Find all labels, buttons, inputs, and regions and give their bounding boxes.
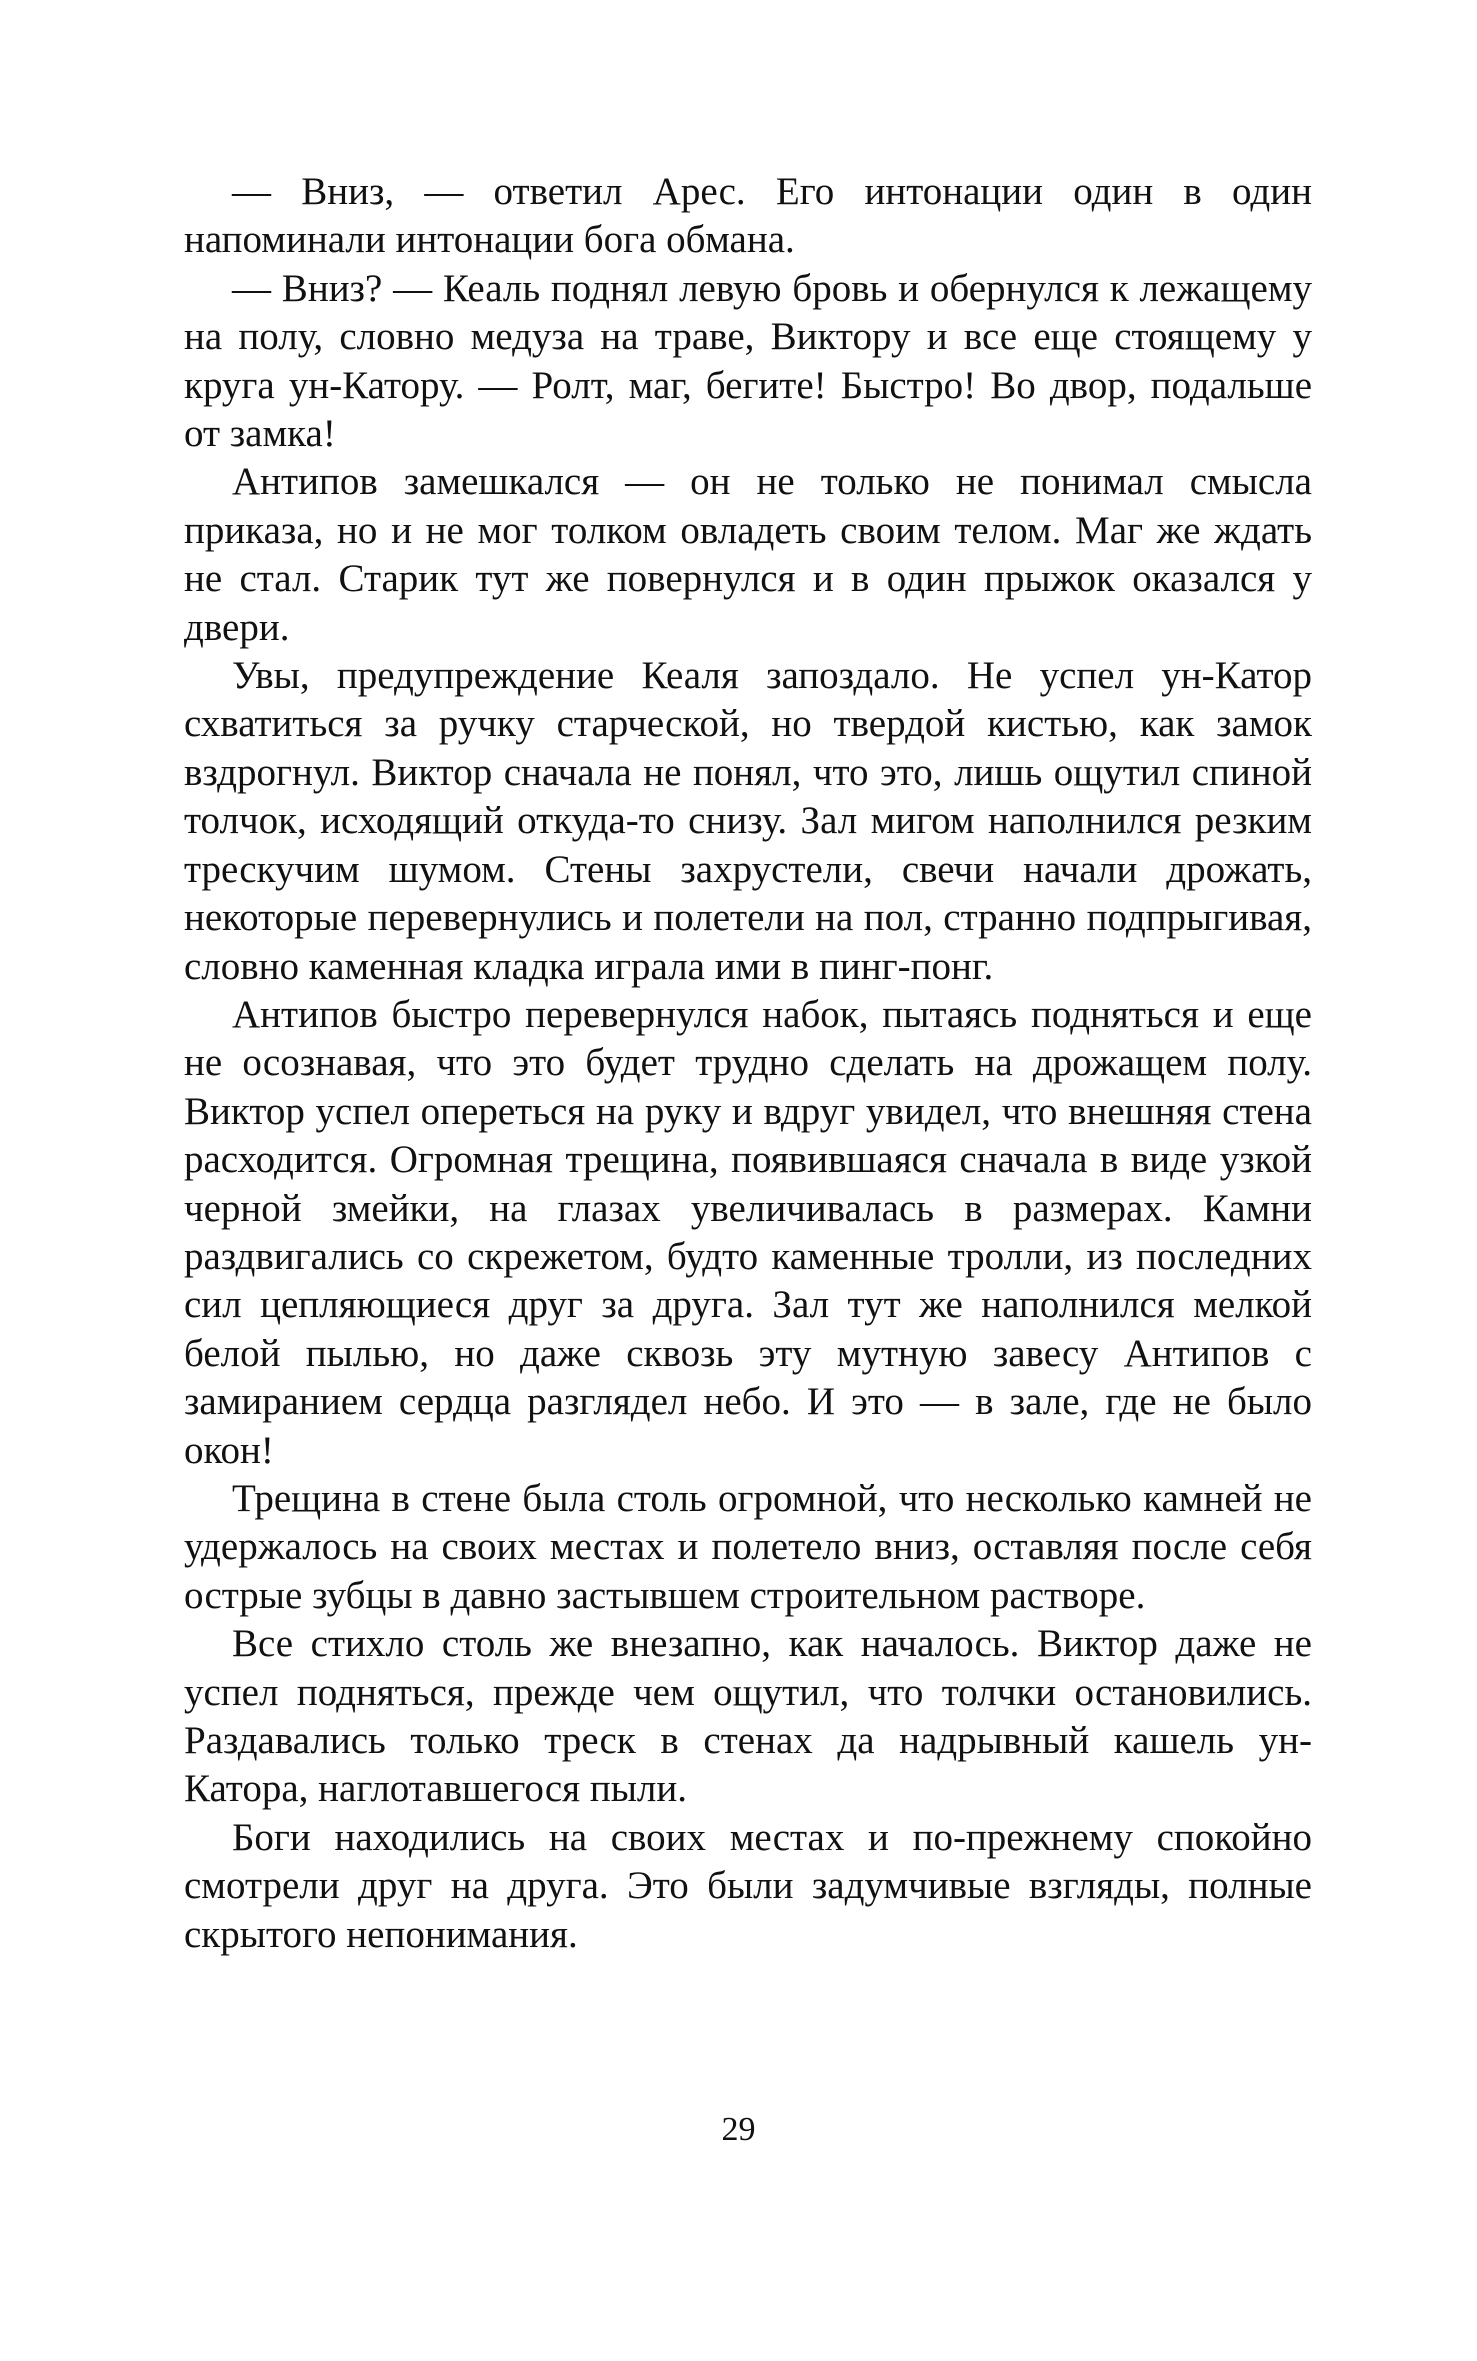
page-text <box>184 168 1312 1959</box>
paragraph-4: Увы, предупреждение Кеаля запоздало. Не успел ун-Катор схватиться за ручку старческой, но твердой кистью, как замок вздрогнул. Виктор сначала не понял, что это, лишь ощутил спиной толчок, исходящий откуда-то снизу. Зал мигом наполнился резким трескучим шумом. Стены захрустели, свечи начали дрожать, некоторые перевернулись и полетели на пол, странно подпрыгивая, словно каменная кладка играла ими в пинг-понг. <box>184 654 1312 988</box>
paragraph-3: Антипов замешкался — он не только не понимал смысла приказа, но и не мог толком овладеть своим телом. Маг же ждать не стал. Старик тут же повернулся и в один прыжок оказался у двери. <box>184 460 1312 649</box>
paragraph-1: — Вниз, — ответил Арес. Его интонации один в один напоминали интонации бога обмана. <box>184 170 1312 262</box>
paragraph-8: Боги находились на своих местах и по-прежнему спокойно смотрели друг на друга. Это были задумчивые взгляды, полные скрытого непонимания. <box>184 1815 1312 1956</box>
page-number: 29 <box>721 2111 756 2148</box>
paragraph-7: Все стихло столь же внезапно, как началось. Виктор даже не успел подняться, прежде чем ощутил, что толчки остановились. Раздавались только треск в стенах да надрывный кашель ун-Катора, наглотавшегося пыли. <box>184 1622 1312 1811</box>
paragraph-2: — Вниз? — Кеаль поднял левую бровь и обернулся к лежащему на полу, словно медуза на траве, Виктору и все еще стоящему у круга ун-Катору. — Ролт, маг, бегите! Быстро! Во двор, подальше от замка! <box>184 266 1312 456</box>
paragraph-5: Антипов быстро перевернулся набок, пытаясь подняться и еще не осознавая, что это будет трудно сделать на дрожащем полу. Виктор успел опереться на руку и вдруг увидел, что внешняя стена расходится. Огромная трещина, появившаяся сначала в виде узкой черной змейки, на глазах увеличивалась в размерах. Камни раздвигались со скрежетом, будто каменные тролли, из последних сил цепляющиеся друг за друга. Зал тут же наполнился мелкой белой пылью, но даже сквозь эту мутную завесу Антипов с замиранием сердца разглядел небо. И это — в зале, где не было окон! <box>184 992 1312 1472</box>
paragraph-6: Трещина в стене была столь огромной, что несколько камней не удержалось на своих местах и полетело вниз, оставляя после себя острые зубцы в давно застывшем строительном растворе. <box>184 1476 1312 1617</box>
